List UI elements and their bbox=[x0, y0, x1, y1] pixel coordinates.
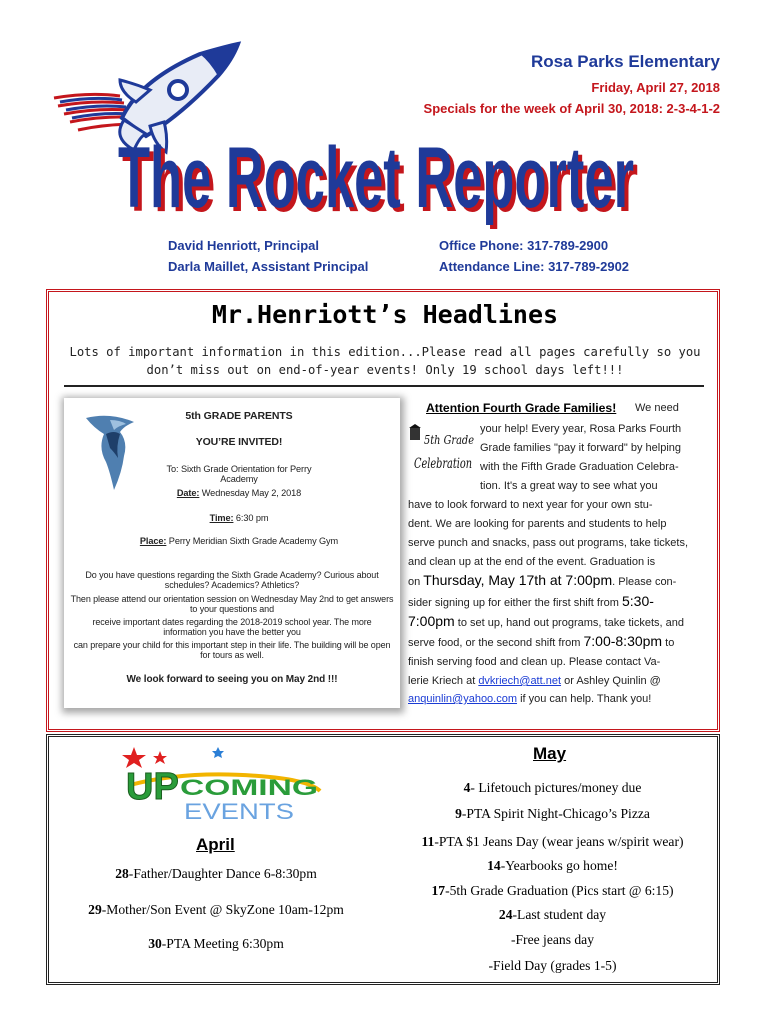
flyer-place-value: Perry Meridian Sixth Grade Academy Gym bbox=[166, 536, 339, 546]
article-line: your help! Every year, Rosa Parks Fourth bbox=[480, 423, 682, 435]
may-event bbox=[400, 780, 705, 796]
flyer-to: To: Sixth Grade Orientation for Perry Academy bbox=[166, 464, 312, 484]
fourth-grade-heading: Attention Fourth Grade Families! bbox=[426, 401, 617, 415]
flyer-date-label: Date: bbox=[176, 488, 200, 498]
flyer-heading-2: YOU’RE INVITED! bbox=[195, 436, 283, 448]
office-phone: Office Phone: 317-789-2900 bbox=[439, 238, 609, 253]
flyer-body-3: receive important dates regarding the 2018-2019 school year. The more information you have the better you bbox=[92, 617, 372, 637]
fourth-grade-lead: We need bbox=[635, 402, 679, 414]
event-day: 17 bbox=[431, 883, 446, 898]
flyer-time-value: 6:30 pm bbox=[233, 513, 269, 523]
fifth-grade-celebration-image bbox=[408, 424, 476, 476]
event-text: -5th Grade Graduation (Pics start @ 6:15) bbox=[445, 883, 674, 898]
article-text: lerie Kriech at bbox=[408, 675, 479, 687]
shift-time: 7:00pm bbox=[408, 613, 455, 629]
flyer-date bbox=[164, 488, 314, 498]
april-heading: April bbox=[196, 835, 235, 854]
article-line: have to look forward to next year for your own stu- bbox=[408, 499, 653, 511]
event-day: 11 bbox=[421, 834, 435, 849]
article-line: and clean up at the end of the event. Graduation is bbox=[408, 556, 656, 568]
flyer-body-4: can prepare your child for this important step in their life. The building will be open for tours as well. bbox=[73, 640, 391, 660]
headlines-title: Mr.Henriott’s Headlines bbox=[211, 300, 559, 329]
upcoming-events-logo bbox=[120, 745, 326, 823]
may-event bbox=[400, 958, 705, 974]
event-text: -PTA Meeting 6:30pm bbox=[161, 936, 284, 951]
flyer-time-label: Time: bbox=[209, 513, 234, 523]
specials-schedule: Specials for the week of April 30, 2018: 2-3-4-1-2 bbox=[423, 101, 720, 116]
event-day: 9 bbox=[455, 806, 462, 821]
falcon-mascot-icon bbox=[84, 412, 136, 492]
svg-text:Celebration: Celebration bbox=[414, 456, 472, 472]
event-day: 24 bbox=[498, 907, 513, 922]
article-text: to set up, hand out programs, take tickets, and bbox=[454, 617, 685, 629]
intro-line-1: Lots of important information in this edition...Please read all pages carefully so you bbox=[69, 345, 701, 359]
principal-name: David Henriott, Principal bbox=[168, 238, 319, 253]
article-line: Grade families "pay it forward" by helping bbox=[480, 442, 682, 454]
logo-up-text: UP bbox=[126, 766, 179, 808]
article-line bbox=[408, 672, 661, 691]
may-event bbox=[400, 806, 705, 822]
may-heading: May bbox=[533, 744, 567, 763]
headlines-intro bbox=[50, 343, 720, 379]
article-line bbox=[408, 612, 684, 633]
event-text: -PTA $1 Jeans Day (wear jeans w/spirit wear) bbox=[434, 834, 684, 849]
article-text: to bbox=[662, 637, 675, 649]
article-text: if you can help. Thank you! bbox=[517, 693, 652, 705]
masthead-text: The Rocket Reporter bbox=[118, 130, 634, 226]
event-day: 28 bbox=[115, 866, 129, 881]
article-line bbox=[408, 690, 651, 709]
logo-coming-text: COMING bbox=[180, 775, 318, 800]
attendance-line: Attendance Line: 317-789-2902 bbox=[439, 259, 630, 274]
shift-time: 5:30- bbox=[621, 593, 654, 609]
article-line bbox=[408, 571, 676, 592]
event-day: 14 bbox=[487, 858, 501, 873]
graduation-date: Thursday, May 17th at 7:00pm bbox=[423, 572, 613, 588]
flyer-body-1: Do you have questions regarding the Sixth Grade Academy? Curious about schedules? Academics? Athletics? bbox=[85, 570, 379, 590]
assistant-principal-name: Darla Maillet, Assistant Principal bbox=[168, 259, 369, 274]
may-event bbox=[400, 858, 705, 874]
article-text: on bbox=[408, 576, 424, 588]
flyer-place-label: Place: bbox=[139, 536, 167, 546]
april-event bbox=[66, 902, 366, 918]
svg-text:5th Grade: 5th Grade bbox=[424, 433, 474, 447]
masthead-title bbox=[96, 131, 656, 241]
may-event bbox=[400, 907, 705, 923]
school-name: Rosa Parks Elementary bbox=[531, 52, 720, 71]
event-day: 4 bbox=[463, 780, 471, 795]
article-text: or Ashley Quinlin @ bbox=[561, 675, 661, 687]
staff-left bbox=[168, 235, 368, 277]
intro-line-2: don’t miss out on end-of-year events! Only 19 school days left!!! bbox=[146, 363, 624, 377]
event-text: -Mother/Son Event @ SkyZone 10am-12pm bbox=[101, 902, 344, 917]
may-event bbox=[400, 834, 705, 850]
email-link-quinlin[interactable]: anquinlin@yahoo.com bbox=[408, 693, 518, 705]
flyer-closing: We look forward to seeing you on May 2nd !!! bbox=[126, 674, 338, 685]
event-text: -Field Day (grades 1-5) bbox=[488, 958, 617, 973]
article-line: serve punch and snacks, pass out programs, take tickets, bbox=[408, 537, 689, 549]
article-text: sider signing up for either the first shift from bbox=[408, 597, 622, 609]
event-text: - Lifetouch pictures/money due bbox=[470, 780, 642, 795]
may-event bbox=[400, 932, 705, 948]
orientation-flyer bbox=[64, 398, 400, 708]
contact-info bbox=[439, 235, 629, 277]
event-text: -Last student day bbox=[512, 907, 607, 922]
article-text: serve food, or the second shift from bbox=[408, 637, 584, 649]
article-line: finish serving food and clean up. Please contact Va- bbox=[408, 656, 661, 668]
article-line: with the Fifth Grade Graduation Celebra- bbox=[480, 461, 679, 473]
flyer-heading-1: 5th GRADE PARENTS bbox=[185, 410, 293, 422]
divider bbox=[64, 385, 704, 387]
flyer-place bbox=[124, 536, 354, 546]
event-day: 29 bbox=[88, 902, 102, 917]
event-text: -Father/Daughter Dance 6-8:30pm bbox=[128, 866, 317, 881]
april-event bbox=[66, 936, 366, 952]
logo-events-text: EVENTS bbox=[184, 799, 294, 824]
event-text: -Yearbooks go home! bbox=[500, 858, 618, 873]
flyer-time bbox=[164, 513, 314, 523]
event-text: -Free jeans day bbox=[510, 932, 595, 947]
april-event bbox=[66, 866, 366, 882]
flyer-date-value: Wednesday May 2, 2018 bbox=[199, 488, 302, 498]
article-line bbox=[408, 592, 654, 613]
flyer-body-2: Then please attend our orientation session on Wednesday May 2nd to get answers to your questions and bbox=[70, 594, 394, 614]
issue-date: Friday, April 27, 2018 bbox=[591, 80, 720, 95]
event-day: 30 bbox=[148, 936, 162, 951]
article-text: . Please con- bbox=[612, 576, 677, 588]
svg-text:The Rocket Reporter: The Rocket Reporter bbox=[122, 134, 638, 230]
article-line bbox=[408, 632, 674, 653]
may-event bbox=[400, 883, 705, 899]
email-link-kriech[interactable]: dvkriech@att.net bbox=[478, 675, 562, 687]
article-line: dent. We are looking for parents and students to help bbox=[408, 518, 667, 530]
event-text: -PTA Spirit Night-Chicago’s Pizza bbox=[461, 806, 650, 821]
shift-time: 7:00-8:30pm bbox=[583, 633, 663, 649]
article-line: tion. It's a great way to see what you bbox=[480, 480, 658, 492]
